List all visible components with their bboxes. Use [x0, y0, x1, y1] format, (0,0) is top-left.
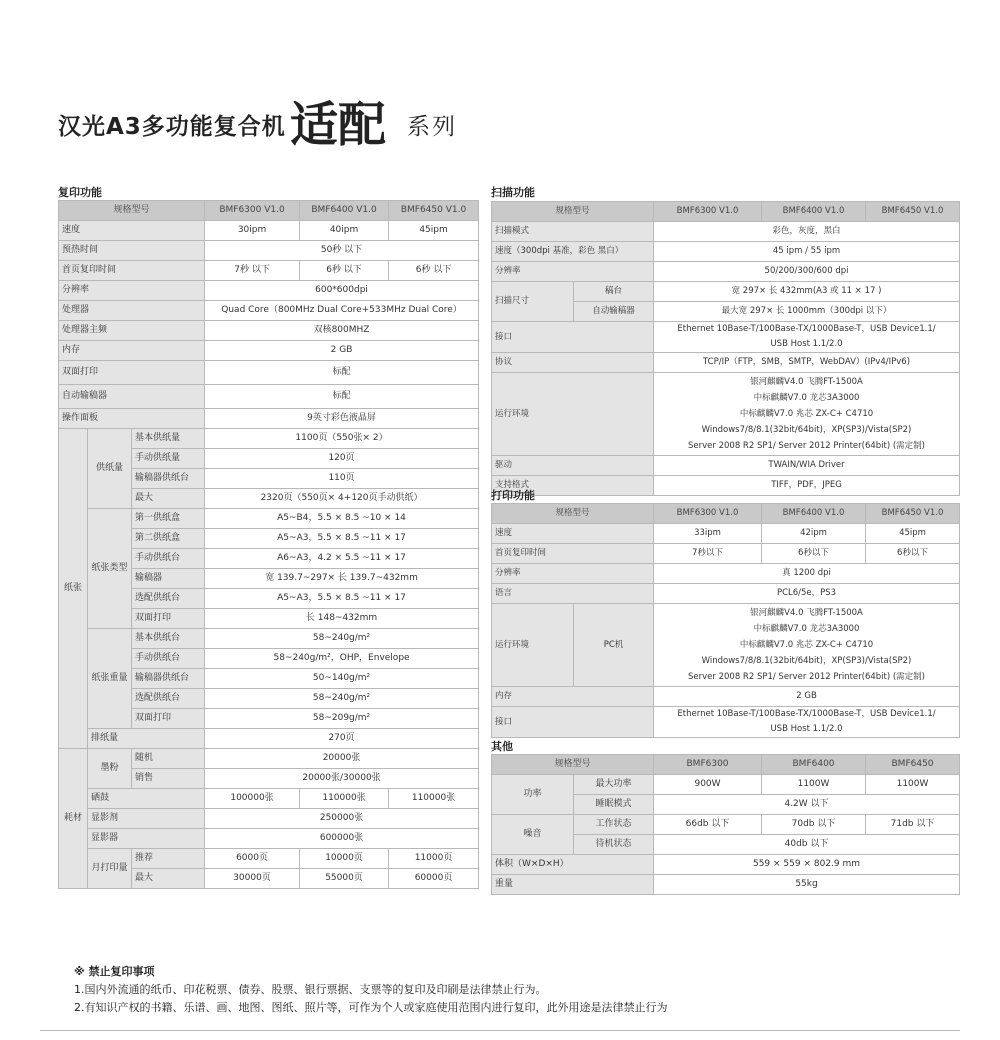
cell-value: [654, 322, 960, 353]
cell-value: [654, 604, 960, 687]
paper-types-group: 纸张类型: [88, 509, 132, 629]
table-row: [59, 749, 479, 769]
cell-value: PCL6/5e，PS3: [654, 584, 960, 604]
cell-value: 45 ipm / 55 ipm: [654, 242, 960, 262]
table-row: [59, 321, 479, 341]
sub-label: 待机状态: [574, 835, 654, 855]
cell-value: 1100W: [762, 775, 866, 795]
env-line: Server 2008 R2 SP1/ Server 2012 Printer(64bit) (需定制): [688, 672, 925, 682]
table-row: [492, 775, 960, 795]
row-label: 速度: [59, 221, 205, 241]
cell-value: 30000页: [205, 869, 300, 889]
table-row: [59, 385, 479, 409]
row-label: 基本供纸量: [132, 429, 205, 449]
env-line: 中标麒麟V7.0 兆芯 ZX-C+ C4710: [739, 409, 874, 419]
row-label: 扫描模式: [492, 222, 654, 242]
row-label: 双面打印: [59, 361, 205, 385]
print-spec-table: [491, 503, 960, 738]
header-model-label: 规格型号: [492, 504, 654, 524]
row-label: 内存: [492, 687, 654, 707]
cell-value: 50秒 以下: [205, 241, 479, 261]
row-label: 基本供纸台: [132, 629, 205, 649]
table-header: [492, 202, 960, 222]
paper-capacity-group: 供纸量: [88, 429, 132, 509]
series-main-title: 适配: [290, 97, 387, 153]
env-line: 银河麒麟V4.0 飞腾FT-1500A: [750, 377, 863, 387]
row-label: 输稿器供纸台: [132, 669, 205, 689]
cell-value: 110000张: [389, 789, 479, 809]
cell-value: 71db 以下: [866, 815, 960, 835]
table-row: [59, 629, 479, 649]
table-header: [492, 504, 960, 524]
header-model-label: 规格型号: [492, 755, 654, 775]
header-model-1: BMF6300 V1.0: [654, 504, 762, 524]
cell-value: 30ipm: [205, 221, 300, 241]
sub-label: 睡眠模式: [574, 795, 654, 815]
other-spec-table: [491, 754, 960, 895]
cell-value: 42ipm: [762, 524, 866, 544]
cell-value: A5~B4，5.5 × 8.5 ~10 × 14: [205, 509, 479, 529]
row-label: 驱动: [492, 456, 654, 476]
cell-value: Quad Core（800MHz Dual Core+533MHz Dual Core）: [205, 301, 479, 321]
table-row: [59, 429, 479, 449]
row-label: 速度（300dpi 基准，彩色 黑白）: [492, 242, 654, 262]
noise-group: 噪音: [492, 815, 574, 855]
cell-value: 60000页: [389, 869, 479, 889]
row-label: 硒鼓: [88, 789, 205, 809]
row-label: 排纸量: [88, 729, 205, 749]
sub-label: PC机: [574, 604, 654, 687]
interface-line: USB Host 1.1/2.0: [770, 724, 843, 734]
header-model-3: BMF6450 V1.0: [866, 202, 960, 222]
row-label: 选配供纸台: [132, 589, 205, 609]
cell-value: 宽 297× 长 432mm(A3 或 11 × 17 ): [654, 282, 960, 302]
env-line: 中标麒麟V7.0 龙芯3A3000: [753, 393, 860, 403]
row-label: 输稿器供纸台: [132, 469, 205, 489]
row-label: 双面打印: [132, 709, 205, 729]
table-row: [59, 409, 479, 429]
cell-value: 40ipm: [300, 221, 389, 241]
row-label: 第一供纸盒: [132, 509, 205, 529]
row-label: 预热时间: [59, 241, 205, 261]
cell-value: 6秒以下: [762, 544, 866, 564]
cell-value: 6秒以下: [866, 544, 960, 564]
table-row: [492, 564, 960, 584]
consumables-category: 耗材: [59, 749, 88, 889]
toner-group: 墨粉: [88, 749, 132, 789]
scan-spec-table: [491, 201, 960, 496]
table-row: [492, 373, 960, 456]
table-row: [59, 241, 479, 261]
row-label: 显影器: [88, 829, 205, 849]
row-label: 处理器主频: [59, 321, 205, 341]
header-model-2: BMF6400 V1.0: [762, 504, 866, 524]
paper-category: 纸张: [59, 429, 88, 749]
table-row: [492, 604, 960, 687]
table-row: [59, 261, 479, 281]
row-label: 扫描尺寸: [492, 282, 574, 322]
row-label: 自动输稿器: [59, 385, 205, 409]
table-row: [59, 221, 479, 241]
power-group: 功率: [492, 775, 574, 815]
table-row: [59, 361, 479, 385]
env-line: Windows7/8/8.1(32bit/64bit)，XP(SP3)/Vista(SP2): [701, 656, 912, 666]
cell-value: 110页: [205, 469, 479, 489]
row-label: 协议: [492, 353, 654, 373]
row-label: 选配供纸台: [132, 689, 205, 709]
header-model-1: BMF6300: [654, 755, 762, 775]
cell-value: 11000页: [389, 849, 479, 869]
cell-value: 58~240g/m²，OHP，Envelope: [205, 649, 479, 669]
cell-value: 2 GB: [654, 687, 960, 707]
env-line: Server 2008 R2 SP1/ Server 2012 Printer(64bit) (需定制): [688, 441, 925, 451]
header-model-1: BMF6300 V1.0: [205, 201, 300, 221]
env-line: Windows7/8/8.1(32bit/64bit)，XP(SP3)/Vista(SP2): [701, 425, 912, 435]
interface-line: USB Host 1.1/2.0: [770, 339, 843, 349]
cell-value: 6秒 以下: [300, 261, 389, 281]
table-row: [59, 789, 479, 809]
row-label: 内存: [59, 341, 205, 361]
row-label: 第二供纸盒: [132, 529, 205, 549]
row-label: 分辨率: [59, 281, 205, 301]
cell-value: 50/200/300/600 dpi: [654, 262, 960, 282]
cell-value: 双核800MHZ: [205, 321, 479, 341]
header-model-3: BMF6450 V1.0: [866, 504, 960, 524]
row-label: 最大: [132, 869, 205, 889]
cell-value: 真 1200 dpi: [654, 564, 960, 584]
row-label: 首页复印时间: [59, 261, 205, 281]
env-line: 银河麒麟V4.0 飞腾FT-1500A: [750, 608, 863, 618]
table-row: [59, 729, 479, 749]
table-row: [59, 301, 479, 321]
row-label: 处理器: [59, 301, 205, 321]
header-model-label: 规格型号: [59, 201, 205, 221]
row-label: 销售: [132, 769, 205, 789]
header-model-3: BMF6450: [866, 755, 960, 775]
table-row: [59, 829, 479, 849]
table-row: [59, 809, 479, 829]
cell-value: 2 GB: [205, 341, 479, 361]
cell-value: 最大宽 297× 长 1000mm（300dpi 以下）: [654, 302, 960, 322]
cell-value: 20000张/30000张: [205, 769, 479, 789]
cell-value: [654, 707, 960, 738]
header-model-1: BMF6300 V1.0: [654, 202, 762, 222]
table-row: [492, 262, 960, 282]
cell-value: 1100页（550张× 2）: [205, 429, 479, 449]
cell-value: 7秒 以下: [205, 261, 300, 281]
brand-title: 汉光A3多功能复合机: [58, 114, 286, 140]
header-model-label: 规格型号: [492, 202, 654, 222]
table-row: [492, 584, 960, 604]
table-row: [492, 242, 960, 262]
row-label: 分辨率: [492, 564, 654, 584]
cell-value: 58~240g/m²: [205, 629, 479, 649]
table-row: [492, 875, 960, 895]
table-row: [59, 281, 479, 301]
cell-value: 6秒 以下: [389, 261, 479, 281]
cell-value: [654, 373, 960, 456]
env-line: 中标麒麟V7.0 龙芯3A3000: [753, 624, 860, 634]
row-label: 操作面板: [59, 409, 205, 429]
cell-value: 长 148~432mm: [205, 609, 479, 629]
cell-value: 1100W: [866, 775, 960, 795]
cell-value: 10000页: [300, 849, 389, 869]
cell-value: 58~240g/m²: [205, 689, 479, 709]
copy-spec-table: [58, 200, 479, 889]
cell-value: 45ipm: [866, 524, 960, 544]
env-line: 中标麒麟V7.0 兆芯 ZX-C+ C4710: [739, 640, 874, 650]
row-label: 推荐: [132, 849, 205, 869]
cell-value: 标配: [205, 385, 479, 409]
paper-weight-group: 纸张重量: [88, 629, 132, 729]
scan-section-title: 扫描功能: [491, 186, 535, 199]
row-label: 接口: [492, 322, 654, 353]
table-row: [492, 476, 960, 496]
monthly-volume-group: 月打印量: [88, 849, 132, 889]
other-section-title: 其他: [491, 740, 513, 753]
cell-value: 600*600dpi: [205, 281, 479, 301]
cell-value: 2320页（550页× 4+120页手动供纸）: [205, 489, 479, 509]
row-label: 体积（W×D×H）: [492, 855, 654, 875]
row-label: 运行环境: [492, 373, 654, 456]
cell-value: 4.2W 以下: [654, 795, 960, 815]
cell-value: 彩色，灰度，黑白: [654, 222, 960, 242]
series-suffix: 系列: [407, 114, 457, 140]
table-row: [492, 815, 960, 835]
row-label: 语言: [492, 584, 654, 604]
cell-value: A5~A3，5.5 × 8.5 ~11 × 17: [205, 589, 479, 609]
row-label: 首页复印时间: [492, 544, 654, 564]
cell-value: 110000张: [300, 789, 389, 809]
table-row: [492, 544, 960, 564]
row-label: 手动供纸量: [132, 449, 205, 469]
table-row: [59, 849, 479, 869]
cell-value: A5~A3，5.5 × 8.5 ~11 × 17: [205, 529, 479, 549]
row-label: 运行环境: [492, 604, 574, 687]
cell-value: A6~A3，4.2 × 5.5 ~11 × 17: [205, 549, 479, 569]
table-row: [492, 456, 960, 476]
cell-value: 55000页: [300, 869, 389, 889]
header-model-2: BMF6400 V1.0: [762, 202, 866, 222]
table-header: [59, 201, 479, 221]
row-label: 最大: [132, 489, 205, 509]
cell-value: 7秒以下: [654, 544, 762, 564]
cell-value: 9英寸彩色液晶屏: [205, 409, 479, 429]
cell-value: 70db 以下: [762, 815, 866, 835]
cell-value: TWAIN/WIA Driver: [654, 456, 960, 476]
cell-value: TIFF，PDF，JPEG: [654, 476, 960, 496]
row-label: 支持格式: [492, 476, 654, 496]
cell-value: 600000张: [205, 829, 479, 849]
cell-value: 559 × 559 × 802.9 mm: [654, 855, 960, 875]
bottom-divider: [40, 1030, 960, 1031]
row-label: 速度: [492, 524, 654, 544]
row-label: 显影剂: [88, 809, 205, 829]
copy-section-title: 复印功能: [58, 186, 102, 199]
header-model-2: BMF6400 V1.0: [300, 201, 389, 221]
table-row: [492, 222, 960, 242]
table-row: [492, 322, 960, 353]
cell-value: 270页: [205, 729, 479, 749]
row-label: 分辨率: [492, 262, 654, 282]
table-header: [492, 755, 960, 775]
cell-value: TCP/IP（FTP，SMB，SMTP，WebDAV）(IPv4/IPv6): [654, 353, 960, 373]
sub-label: 稿台: [574, 282, 654, 302]
cell-value: 20000张: [205, 749, 479, 769]
notes-heading: ※ 禁止复印事项: [74, 965, 155, 978]
row-label: 手动供纸台: [132, 649, 205, 669]
header-model-3: BMF6450 V1.0: [389, 201, 479, 221]
print-section-title: 打印功能: [491, 489, 535, 502]
table-row: [492, 707, 960, 738]
row-label: 手动供纸台: [132, 549, 205, 569]
cell-value: 900W: [654, 775, 762, 795]
sub-label: 工作状态: [574, 815, 654, 835]
cell-value: 58~209g/m²: [205, 709, 479, 729]
notes-line: 1.国内外流通的纸币、印花税票、债券、股票、银行票据、支票等的复印及印刷是法律禁止行为。: [74, 983, 547, 996]
cell-value: 55kg: [654, 875, 960, 895]
cell-value: 40db 以下: [654, 835, 960, 855]
copy-prohibition-notes: [74, 963, 668, 1017]
table-row: [492, 855, 960, 875]
cell-value: 33ipm: [654, 524, 762, 544]
table-row: [492, 687, 960, 707]
cell-value: 标配: [205, 361, 479, 385]
table-row: [492, 353, 960, 373]
sub-label: 自动输稿器: [574, 302, 654, 322]
row-label: 输稿器: [132, 569, 205, 589]
row-label: 重量: [492, 875, 654, 895]
row-label: 接口: [492, 707, 654, 738]
table-row: [59, 509, 479, 529]
cell-value: 50~140g/m²: [205, 669, 479, 689]
header-model-2: BMF6400: [762, 755, 866, 775]
notes-line: 2.有知识产权的书籍、乐谱、画、地图、图纸、照片等，可作为个人或家庭使用范围内进行复印，此外用途是法律禁止行为: [74, 1001, 668, 1014]
row-label: 双面打印: [132, 609, 205, 629]
cell-value: 250000张: [205, 809, 479, 829]
row-label: 随机: [132, 749, 205, 769]
cell-value: 宽 139.7~297× 长 139.7~432mm: [205, 569, 479, 589]
sub-label: 最大功率: [574, 775, 654, 795]
cell-value: 66db 以下: [654, 815, 762, 835]
table-row: [492, 282, 960, 302]
cell-value: 120页: [205, 449, 479, 469]
table-row: [492, 524, 960, 544]
cell-value: 45ipm: [389, 221, 479, 241]
table-row: [59, 341, 479, 361]
cell-value: 6000页: [205, 849, 300, 869]
cell-value: 100000张: [205, 789, 300, 809]
interface-line: Ethernet 10Base-T/100Base-TX/1000Base-T，USB Device1.1/: [677, 324, 936, 334]
interface-line: Ethernet 10Base-T/100Base-TX/1000Base-T，USB Device1.1/: [677, 709, 936, 719]
